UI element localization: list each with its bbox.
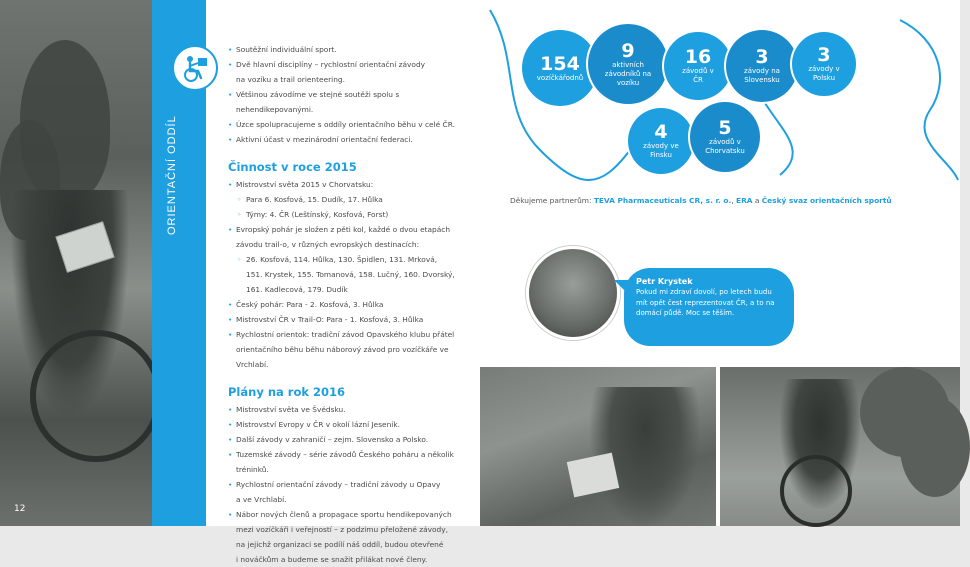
- stat-label: závodů v Chorvatsku: [705, 138, 745, 155]
- partners-separator: a: [754, 196, 760, 205]
- list-item: ◦ 26. Kosfová, 114. Hůlka, 130. Špidlen, 131. Mrková,: [228, 252, 478, 267]
- stat-bubble: [726, 30, 798, 102]
- list-item: mezi vozíčkáři i veřejností – z podzimu přeložené závody,: [236, 525, 448, 534]
- list-2016: [228, 402, 478, 567]
- quote-text: Pokud mi zdraví dovolí, po letech budu mít opět čest reprezentovat ČR, a to na domácí půdě. Moc se těším.: [636, 288, 775, 317]
- left-page: [0, 0, 480, 564]
- wheelchair-orienteering-icon: [172, 45, 218, 91]
- stat-label: závody ve Finsku: [643, 142, 679, 159]
- section-title-vertical: ORIENTAČNÍ ODDÍL: [166, 115, 178, 235]
- stat-bubble: [664, 32, 732, 100]
- partner-name: TEVA Pharmaceuticals CR, s. r. o.: [593, 196, 732, 205]
- heading-2016: Plány na rok 2016: [228, 385, 345, 399]
- list-item: • Rychlostní orientok: tradiční závod Opavského klubu přátel: [228, 327, 478, 342]
- stat-value: 4: [654, 121, 668, 143]
- list-item: • Evropský pohár je složen z pěti kol, každé o dvou etapách: [228, 222, 478, 237]
- list-item: • Soutěžní individuální sport.: [228, 42, 478, 57]
- list-item: • Mistrovství světa ve Švédsku.: [228, 402, 478, 417]
- list-item: i nováčkům a budeme se snažit přilákat nové členy.: [236, 555, 428, 564]
- list-item: • Aktivní účast v mezinárodní orientační federaci.: [228, 132, 478, 147]
- list-item: • Mistrovství světa 2015 v Chorvatsku:: [228, 177, 478, 192]
- list-item: 161. Kadlecová, 179. Dudík: [246, 285, 348, 294]
- list-item: 151. Krystek, 155. Tomanová, 158. Lučný, 160. Dvorský,: [246, 270, 455, 279]
- photo-athlete-with-map: [480, 367, 716, 526]
- list-item: a ve Vrchlabí.: [236, 495, 287, 504]
- stat-value: 5: [718, 117, 732, 139]
- photo-wheelchair-athlete-reading-map: [0, 0, 152, 526]
- stat-label: vozíčkářodnů: [536, 73, 584, 82]
- partners-prefix: Děkujeme partnerům:: [510, 196, 592, 205]
- stat-value: 154: [540, 52, 580, 75]
- list-item: • Český pohár: Para - 2. Kosfová, 3. Hůlka: [228, 297, 478, 312]
- list-item: • Dvě hlavní disciplíny – rychlostní orientační závody: [228, 57, 478, 72]
- photo-wheel: [30, 330, 162, 462]
- stat-value: 9: [621, 39, 635, 62]
- stat-bubble: [792, 32, 856, 96]
- list-item: ◦ Týmy: 4. ČR (Leštínský, Kosfová, Forst): [228, 207, 478, 222]
- list-item: • Rychlostní orientační závody – tradiční závody u Opavy: [228, 477, 478, 492]
- photo-wheelchair-athlete-forest: [720, 367, 960, 526]
- stat-bubble: [588, 24, 668, 104]
- quote-portrait-photo: [526, 246, 620, 340]
- stat-value: 3: [755, 46, 769, 68]
- list-2015: [228, 177, 478, 372]
- list-item: • Mistrovství ČR v Trail-O: Para - 1. Kosfová, 3. Hůlka: [228, 312, 478, 327]
- stat-label: závody v Polsku: [808, 65, 840, 82]
- heading-2015: Činnost v roce 2015: [228, 160, 357, 174]
- partners-line: [510, 196, 892, 205]
- list-item: orientačního běhu běhu náborový závod pro vozíčkáře ve Vrchlabí.: [236, 345, 449, 369]
- intro-list: [228, 42, 478, 147]
- list-item: • Nábor nových členů a propagace sportu hendikepovaných: [228, 507, 478, 522]
- list-item: na vozíku a trail orienteering.: [236, 75, 345, 84]
- partner-name: Český svaz orientačních sportů: [761, 196, 892, 205]
- list-item: ◦ Para 6. Kosfová, 15. Dudík, 17. Hůlka: [228, 192, 478, 207]
- list-item: • Úzce spolupracujeme s oddíly orientačního běhu v celé ČR.: [228, 117, 478, 132]
- list-item: • Většinou závodíme ve stejné soutěži spolu s nehendikepovanými.: [228, 87, 478, 117]
- list-item: • Mistrovství Evropy v ČR v okolí lázní Jeseník.: [228, 417, 478, 432]
- photo-tree: [900, 397, 970, 497]
- stat-label: aktivních závodníků na vozíku: [604, 60, 652, 87]
- stat-value: 16: [684, 46, 712, 68]
- list-item: • Tuzemské závody – série závodů Českého poháru a několik tréninků.: [228, 447, 478, 477]
- list-item: na jejichž organizaci se podílí náš oddíl, budou otevřené: [236, 540, 444, 549]
- stat-value: 3: [817, 44, 831, 66]
- partner-name: ERA: [736, 196, 753, 205]
- quote-author: Petr Krystek: [636, 277, 693, 286]
- text-column: [228, 42, 478, 567]
- stat-bubble: [690, 102, 760, 172]
- stat-label: závodů v ČR: [682, 67, 714, 84]
- stat-label: závody na Slovensku: [744, 67, 780, 84]
- partners-separator: ,: [731, 196, 734, 205]
- photo-wheel: [780, 455, 852, 527]
- list-item: • Další závody v zahraničí – zejm. Slovensko a Polsko.: [228, 432, 478, 447]
- list-item: závodu trail-o, v různých evropských destinacích:: [236, 240, 420, 249]
- quote-bubble: [624, 268, 794, 346]
- stat-bubble: [522, 30, 598, 106]
- page-number-left: 12: [14, 504, 26, 514]
- stat-bubble: [628, 108, 694, 174]
